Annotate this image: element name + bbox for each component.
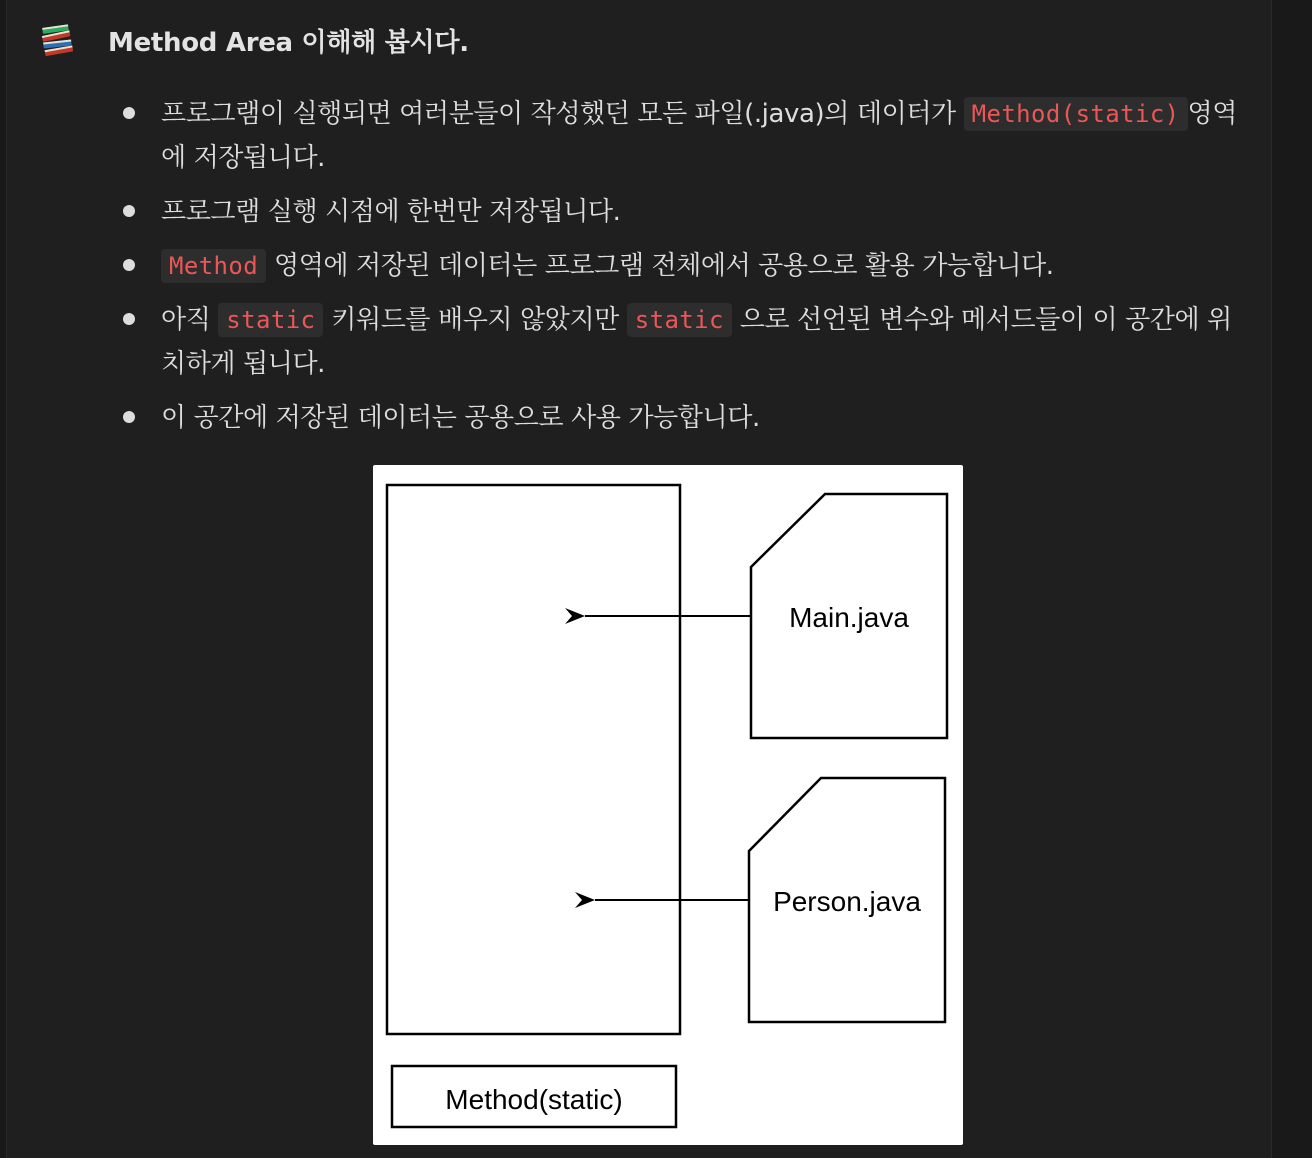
list-item-text: 아직 <box>161 305 219 335</box>
main-java-label: Main.java <box>789 602 909 633</box>
bullet-dot <box>123 205 135 217</box>
method-area-diagram[interactable] <box>373 465 963 1145</box>
callout-title: Method Area 이해해 봅시다. <box>108 28 469 58</box>
list-item-text: 프로그램 실행 시점에 한번만 저장됩니다. <box>161 197 621 227</box>
list-item-text: 영역에 저장됩니다. <box>161 99 1237 173</box>
list-item-text: 영역에 저장된 데이터는 프로그램 전체에서 공용으로 활용 가능합니다. <box>266 251 1054 281</box>
bullet-dot <box>123 107 135 119</box>
list-item-text: 프로그램이 실행되면 여러분들이 작성했던 모든 파일(.java)의 데이터가 <box>161 99 964 129</box>
bullet-dot <box>123 411 135 423</box>
list-item <box>121 244 1245 288</box>
list-item-text: 키워드를 배우지 않았지만 <box>323 305 627 335</box>
list-item <box>121 396 1245 440</box>
list-item-text: 이 공간에 저장된 데이터는 공용으로 사용 가능합니다. <box>161 403 760 433</box>
inline-code: Method(static) <box>964 97 1188 131</box>
list-item-text: 으로 선언된 변수와 메서드들이 이 공간에 위치하게 됩니다. <box>161 305 1232 379</box>
list-item <box>121 298 1245 386</box>
person-java-label: Person.java <box>773 886 921 917</box>
list-item <box>121 190 1245 234</box>
list-item <box>121 92 1245 180</box>
method-area-box <box>387 485 680 1034</box>
diagram-svg <box>373 465 963 1145</box>
bullet-dot <box>123 259 135 271</box>
inline-code: Method <box>161 249 266 283</box>
bullet-dot <box>123 313 135 325</box>
bullet-list <box>121 92 1245 450</box>
inline-code: static <box>218 303 323 337</box>
method-static-label: Method(static) <box>445 1084 623 1115</box>
inline-code: static <box>627 303 732 337</box>
books-emoji-icon[interactable] <box>37 20 77 60</box>
